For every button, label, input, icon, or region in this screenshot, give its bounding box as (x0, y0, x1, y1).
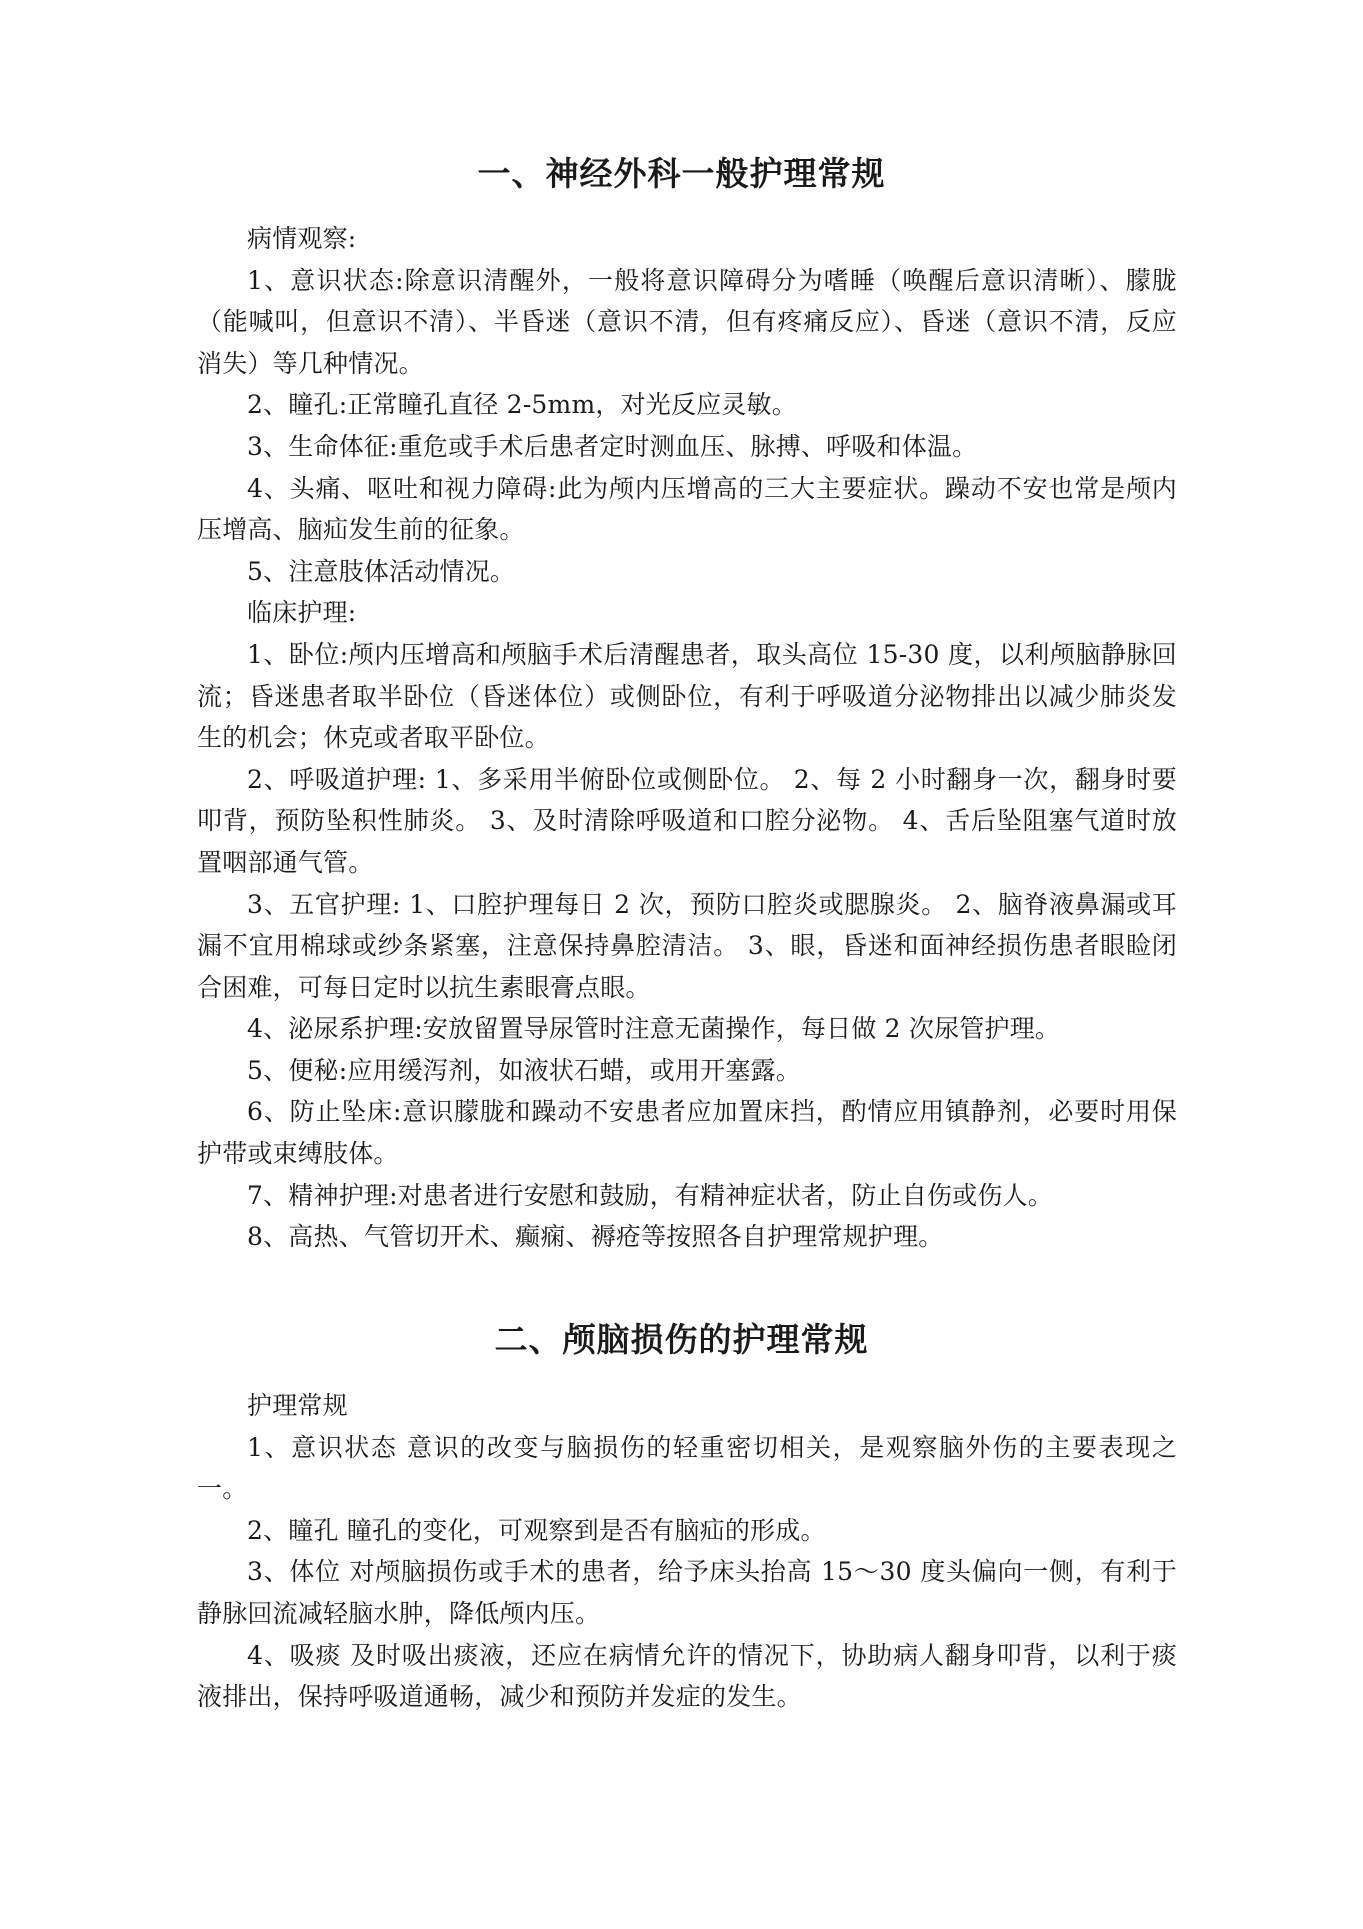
paragraph-urinary: 4、泌尿系护理:安放留置导尿管时注意无菌操作，每日做 2 次尿管护理。 (247, 1014, 1061, 1044)
section-general-nursing (197, 218, 1177, 1258)
paragraph-airway: 2、呼吸道护理: 1、多采用半俯卧位或侧卧位。 2、每 2 小时翻身一次，翻身时要叩背，预防坠积性肺炎。 3、及时清除呼吸道和口腔分泌物。 4、舌后坠阻塞气道时放置咽部通气管。 (197, 764, 1177, 877)
paragraph-mental-care: 7、精神护理:对患者进行安慰和鼓励，有精神症状者，防止自伤或伤人。 (247, 1180, 1053, 1210)
paragraph-constipation: 5、便秘:应用缓泻剂，如液状石蜡，或用开塞露。 (247, 1055, 801, 1085)
subheading-clinical-nursing: 临床护理: (247, 598, 357, 628)
paragraph-fall-prevention: 6、防止坠床:意识朦胧和躁动不安患者应加置床挡，酌情应用镇静剂，必要时用保护带或束缚肢体。 (197, 1097, 1177, 1169)
paragraph-body-position: 3、体位 对颅脑损伤或手术的患者，给予床头抬高 15～30 度头偏向一侧，有利于静脉回流减轻脑水肿，降低颅内压。 (197, 1557, 1177, 1628)
section-brain-injury (197, 1385, 1177, 1718)
section-title-brain-injury: 二、颅脑损伤的护理常规 (494, 1320, 869, 1360)
paragraph-limb-activity: 5、注意肢体活动情况。 (247, 556, 516, 586)
section-title-general-nursing: 一、神经外科一般护理常规 (477, 154, 886, 194)
paragraph-other-care: 8、高热、气管切开术、癫痫、褥疮等按照各自护理常规护理。 (247, 1222, 944, 1252)
paragraph-consciousness-state: 1、意识状态 意识的改变与脑损伤的轻重密切相关，是观察脑外伤的主要表现之一。 (197, 1432, 1177, 1504)
paragraph-pupil-change: 2、瞳孔 瞳孔的变化，可观察到是否有脑疝的形成。 (247, 1515, 826, 1545)
paragraph-position: 1、卧位:颅内压增高和颅脑手术后清醒患者，取头高位 15-30 度，以利颅脑静脉回流；昏迷患者取半卧位（昏迷体位）或侧卧位，有利于呼吸道分泌物排出以减少肺炎发生的机会；休克或者取平卧位。 (197, 639, 1177, 753)
paragraph-headache: 4、头痛、呕吐和视力障碍:此为颅内压增高的三大主要症状。躁动不安也常是颅内压增高、脑疝发生前的征象。 (197, 473, 1177, 545)
subheading-observation: 病情观察: (247, 224, 357, 253)
paragraph-vital-signs: 3、生命体征:重危或手术后患者定时测血压、脉搏、呼吸和体温。 (247, 431, 978, 461)
subheading-nursing-routine: 护理常规 (247, 1391, 348, 1420)
paragraph-pupil: 2、瞳孔:正常瞳孔直径 2-5mm，对光反应灵敏。 (247, 390, 797, 420)
paragraph-facial-organs: 3、五官护理: 1、口腔护理每日 2 次，预防口腔炎或腮腺炎。 2、脑脊液鼻漏或耳漏不宜用棉球或纱条紧塞，注意保持鼻腔清洁。 3、眼，昏迷和面神经损伤患者眼睑闭合困难，可每日定时以抗生素眼膏点眼。 (197, 889, 1177, 1002)
paragraph-suction: 4、吸痰 及时吸出痰液，还应在病情允许的情况下，协助病人翻身叩背，以利于痰液排出，保持呼吸道通畅，减少和预防并发症的发生。 (197, 1640, 1177, 1712)
paragraph-consciousness: 1、意识状态:除意识清醒外，一般将意识障碍分为嗜睡（唤醒后意识清晰）、朦胧（能喊叫，但意识不清）、半昏迷（意识不清，但有疼痛反应）、昏迷（意识不清，反应消失）等几种情况。 (197, 265, 1177, 378)
